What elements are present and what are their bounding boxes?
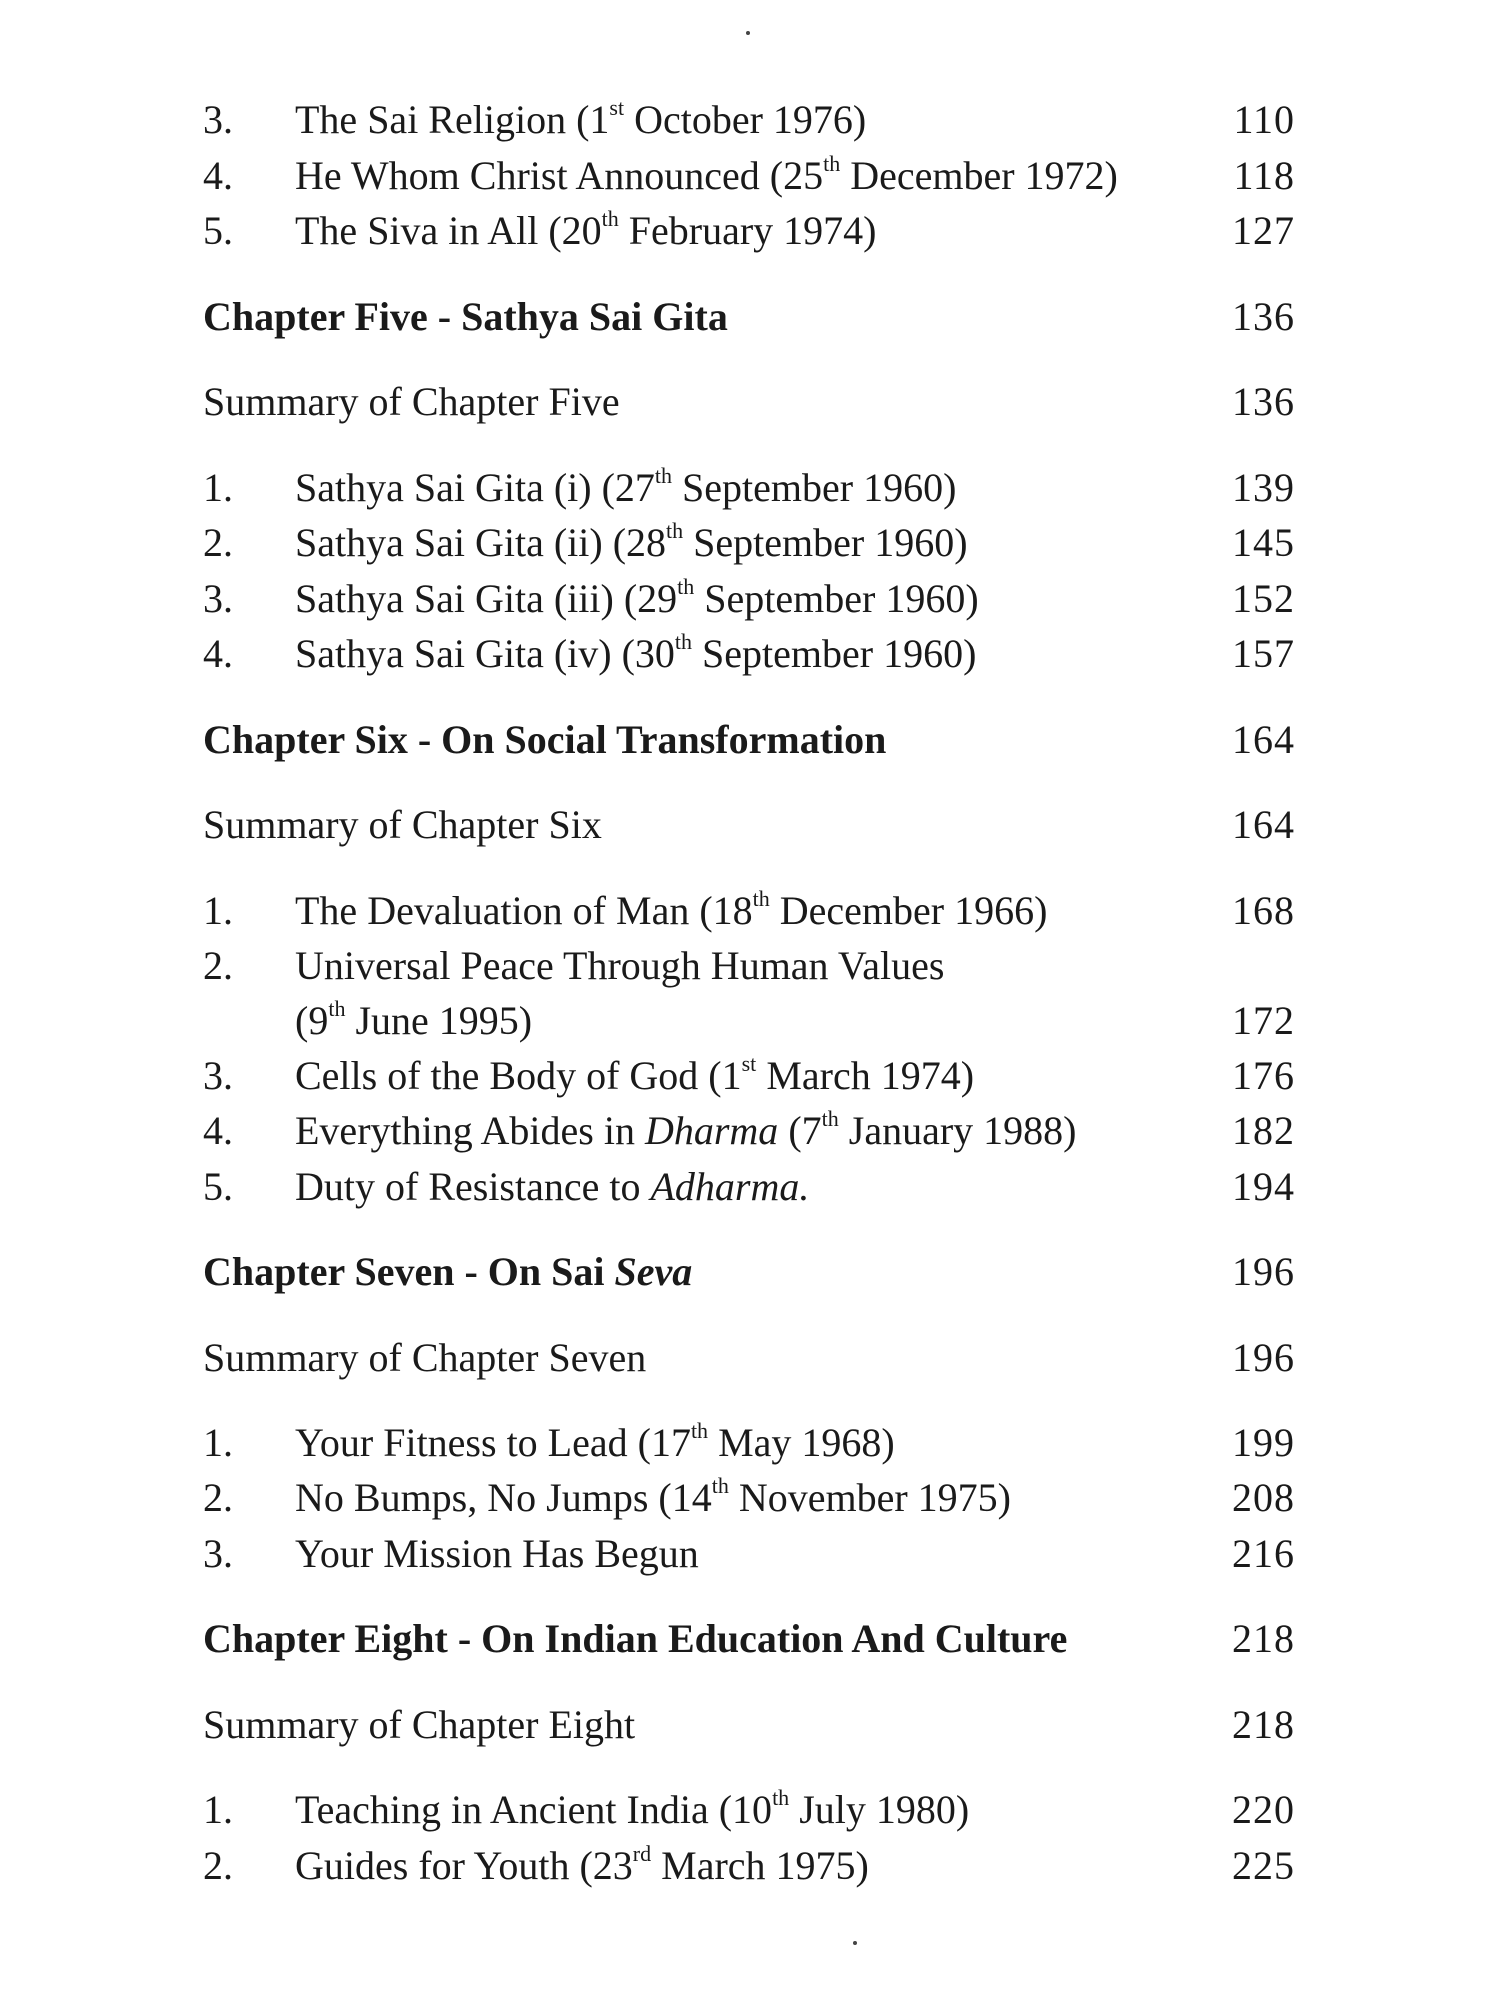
page-number: 218	[1232, 1702, 1295, 1747]
entry-number: 3.	[203, 1531, 233, 1576]
entry-title	[295, 1415, 895, 1471]
page-number: 164	[1232, 717, 1295, 762]
title-text: Summary of Chapter Eight	[203, 1702, 636, 1747]
title-text: October 1976)	[624, 97, 867, 142]
page-number: 145	[1232, 520, 1295, 565]
ordinal-suffix: th	[772, 1785, 790, 1811]
toc-entry	[195, 626, 1295, 682]
toc-entry	[195, 1838, 1295, 1894]
page-number: 176	[1232, 1053, 1295, 1098]
page-number: 182	[1232, 1108, 1295, 1153]
title-text: Duty of Resistance to	[295, 1164, 651, 1209]
toc-entry	[195, 993, 1295, 1049]
entry-title	[295, 993, 532, 1049]
entry-title	[203, 712, 886, 768]
title-text: March 1975)	[651, 1843, 869, 1888]
ordinal-suffix: th	[666, 518, 684, 544]
toc-entry	[195, 203, 1295, 259]
chapter-heading	[195, 289, 1295, 345]
entry-title	[295, 1782, 969, 1838]
chapter-summary-row	[195, 1697, 1295, 1753]
toc-entry	[195, 938, 1295, 994]
title-text: Everything Abides in	[295, 1108, 645, 1153]
entry-number: 3.	[203, 1053, 233, 1098]
chapter-heading	[195, 1244, 1295, 1300]
toc-entry	[195, 1048, 1295, 1104]
ordinal-suffix: th	[328, 996, 346, 1022]
entry-title	[295, 1526, 699, 1582]
page-number: 220	[1232, 1787, 1295, 1832]
toc-entry	[195, 92, 1295, 148]
title-text: September 1960)	[672, 465, 957, 510]
title-text: Sathya Sai Gita (ii) (28	[295, 520, 667, 565]
page-number: 118	[1233, 153, 1295, 198]
entry-number: 2.	[203, 943, 233, 988]
toc-entry	[195, 1782, 1295, 1838]
italic-term: Dharma	[644, 1108, 779, 1153]
entry-number: 2.	[203, 1843, 233, 1888]
entry-title	[203, 1697, 635, 1753]
entry-number: 1.	[203, 465, 233, 510]
entry-title	[295, 92, 866, 148]
title-text: The Siva in All (20	[295, 208, 602, 253]
toc-entry	[195, 1415, 1295, 1471]
page-number: 172	[1232, 998, 1295, 1043]
entry-number: 1.	[203, 888, 233, 933]
ordinal-suffix: th	[654, 463, 673, 489]
title-text: Universal Peace Through Human Values	[295, 943, 945, 988]
entry-number: 2.	[203, 1475, 233, 1520]
title-text: Teaching in Ancient India (10	[295, 1787, 773, 1832]
ordinal-suffix: st	[741, 1051, 757, 1077]
entry-title	[295, 1159, 809, 1215]
title-text: The Sai Religion (1	[295, 97, 610, 142]
toc-entry	[195, 883, 1295, 939]
entry-number: 1.	[203, 1420, 233, 1465]
ordinal-suffix: th	[711, 1473, 729, 1499]
entry-title	[203, 289, 728, 345]
entry-number: 4.	[203, 1108, 233, 1153]
title-text: Sathya Sai Gita (iii) (29	[295, 576, 678, 621]
entry-number: 2.	[203, 520, 233, 565]
title-text: December 1972)	[840, 153, 1118, 198]
page-number: 196	[1232, 1335, 1295, 1380]
title-text: Summary of Chapter Five	[203, 379, 620, 424]
entry-number: 3.	[203, 97, 233, 142]
toc-entry	[195, 1470, 1295, 1526]
entry-number: 1.	[203, 1787, 233, 1832]
entry-title	[295, 148, 1118, 204]
page-number: 194	[1232, 1164, 1295, 1209]
ordinal-suffix: th	[674, 629, 693, 655]
page-number: 110	[1233, 97, 1295, 142]
toc-entry	[195, 1526, 1295, 1582]
toc-entry	[195, 460, 1295, 516]
title-text: June 1995)	[345, 998, 533, 1043]
title-text: Sathya Sai Gita (iv) (30	[295, 631, 675, 676]
title-text: He Whom Christ Announced (25	[295, 153, 824, 198]
title-text: Guides for Youth (23	[295, 1843, 633, 1888]
toc-entry	[195, 515, 1295, 571]
entry-title	[203, 1244, 692, 1300]
page-number: 216	[1232, 1531, 1295, 1576]
entry-title	[203, 1611, 1067, 1667]
italic-term: Adharma.	[650, 1164, 810, 1209]
scan-speck-top	[746, 31, 750, 35]
page-number: 196	[1232, 1249, 1295, 1294]
title-text: May 1968)	[708, 1420, 895, 1465]
chapter-summary-row	[195, 374, 1295, 430]
title-text: December 1966)	[769, 888, 1048, 933]
entry-title	[295, 515, 968, 571]
ordinal-suffix: rd	[632, 1841, 652, 1867]
entry-title	[295, 938, 944, 994]
title-text: March 1974)	[756, 1053, 975, 1098]
italic-term: Seva	[614, 1249, 693, 1294]
page-number: 164	[1232, 802, 1295, 847]
chapter-heading	[195, 1611, 1295, 1667]
title-text: The Devaluation of Man (18	[295, 888, 753, 933]
entry-title	[203, 797, 602, 853]
title-text: Chapter Six - On Social Transformation	[203, 717, 887, 762]
ordinal-suffix: th	[601, 206, 619, 232]
page-number: 199	[1232, 1420, 1295, 1465]
page-number: 225	[1232, 1843, 1295, 1888]
chapter-summary-row	[195, 797, 1295, 853]
entry-title	[295, 626, 976, 682]
ordinal-suffix: th	[823, 151, 841, 177]
entry-title	[295, 1838, 869, 1894]
entry-title	[295, 1103, 1076, 1159]
title-text: No Bumps, No Jumps (14	[295, 1475, 712, 1520]
entry-title	[295, 1048, 974, 1104]
ordinal-suffix: th	[821, 1106, 839, 1132]
title-text: Summary of Chapter Seven	[203, 1335, 647, 1380]
page-number: 136	[1232, 379, 1295, 424]
page-number: 136	[1232, 294, 1295, 339]
title-text: Your Mission Has Begun	[295, 1531, 699, 1576]
page-number: 157	[1232, 631, 1295, 676]
toc-entry	[195, 1159, 1295, 1215]
ordinal-suffix: st	[609, 95, 625, 121]
title-text: Chapter Eight - On Indian Education And Culture	[203, 1616, 1068, 1661]
title-text: (9	[295, 998, 329, 1043]
page-number: 168	[1232, 888, 1295, 933]
toc-entry	[195, 148, 1295, 204]
entry-title	[295, 883, 1047, 939]
title-text: (7	[778, 1108, 822, 1153]
title-text: Summary of Chapter Six	[203, 802, 602, 847]
title-text: Your Fitness to Lead (17	[295, 1420, 691, 1465]
entry-title	[295, 203, 876, 259]
page-number: 127	[1232, 208, 1295, 253]
title-text: Sathya Sai Gita (i) (27	[295, 465, 655, 510]
page-number: 152	[1232, 576, 1295, 621]
scan-speck-bottom	[853, 1941, 857, 1945]
toc-entry	[195, 571, 1295, 627]
title-text: September 1960)	[694, 576, 979, 621]
entry-number: 4.	[203, 631, 233, 676]
entry-number: 3.	[203, 576, 233, 621]
toc-entry	[195, 1103, 1295, 1159]
page-number: 208	[1232, 1475, 1295, 1520]
entry-number: 5.	[203, 1164, 233, 1209]
page-number: 139	[1232, 465, 1295, 510]
entry-number: 5.	[203, 208, 233, 253]
title-text: Chapter Seven - On Sai	[203, 1249, 615, 1294]
title-text: January 1988)	[838, 1108, 1077, 1153]
page-number: 218	[1232, 1616, 1295, 1661]
entry-number: 4.	[203, 153, 233, 198]
title-text: Cells of the Body of God (1	[295, 1053, 742, 1098]
chapter-heading	[195, 712, 1295, 768]
title-text: Chapter Five - Sathya Sai Gita	[203, 294, 728, 339]
entry-title	[295, 1470, 1011, 1526]
entry-title	[295, 460, 956, 516]
ordinal-suffix: th	[677, 574, 695, 600]
title-text: September 1960)	[683, 520, 968, 565]
title-text: February 1974)	[618, 208, 877, 253]
title-text: November 1975)	[728, 1475, 1011, 1520]
chapter-summary-row	[195, 1330, 1295, 1386]
ordinal-suffix: th	[752, 886, 770, 912]
entry-title	[203, 1330, 646, 1386]
ordinal-suffix: th	[690, 1418, 709, 1444]
entry-title	[295, 571, 979, 627]
title-text: July 1980)	[789, 1787, 970, 1832]
entry-title	[203, 374, 620, 430]
title-text: September 1960)	[692, 631, 977, 676]
